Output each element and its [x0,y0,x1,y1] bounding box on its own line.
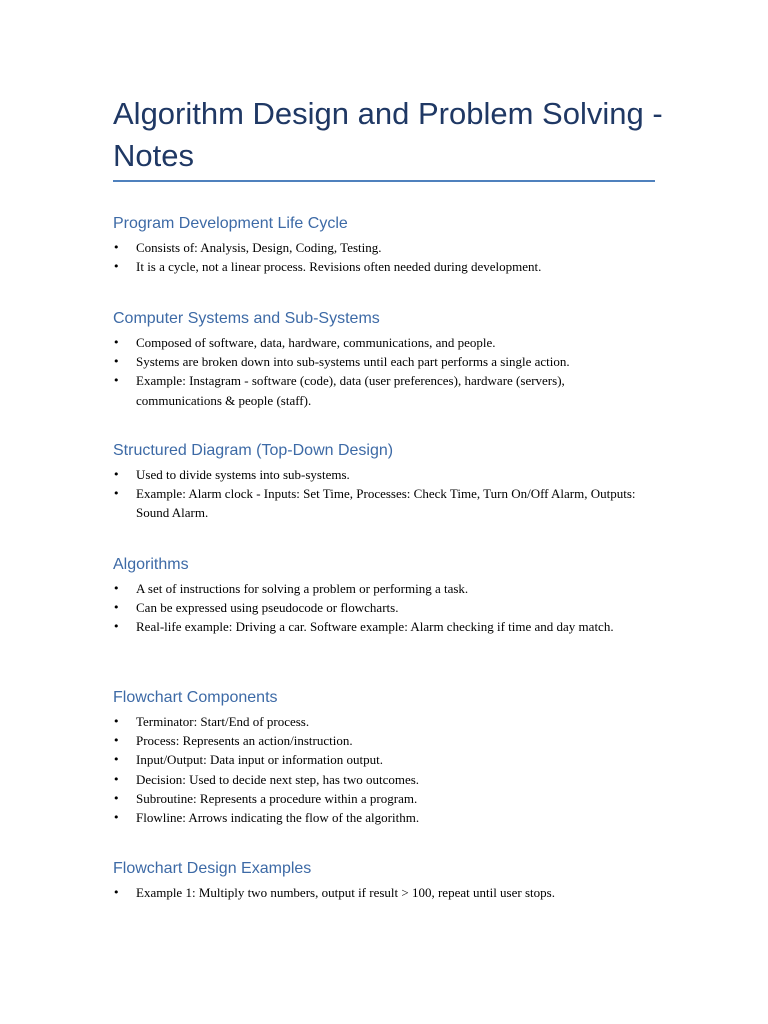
bullet-list [113,579,673,637]
list-item [113,598,646,617]
bullet-icon: • [113,582,120,595]
section-program-development-life-cycle [113,214,673,276]
list-item [113,238,646,257]
section-heading: Algorithms [113,556,189,573]
bullet-icon: • [113,734,120,748]
list-item [113,465,646,484]
list-item-text: Real-life example: Driving a car. Software example: Alarm checking if time and day match. [136,619,614,635]
bullet-icon: • [113,241,120,254]
section-heading: Computer Systems and Sub-Systems [113,310,380,327]
list-item [113,257,646,276]
list-item-text: Flowline: Arrows indicating the flow of the algorithm. [136,810,420,826]
list-item [113,371,646,409]
bullet-icon: • [113,487,120,501]
bullet-icon: • [113,886,120,899]
list-item [113,883,646,902]
bullet-icon: • [113,772,120,786]
bullet-icon: • [113,260,120,274]
list-item [113,712,646,731]
list-item-text: Example: Instagram - software (code), data (user preferences), hardware (servers), communications & people (staff). [136,373,565,408]
bullet-icon: • [113,374,120,388]
list-item-text: Subroutine: Represents a procedure within a program. [136,790,418,806]
document-title: Algorithm Design and Problem Solving - Notes [113,96,663,173]
section-algorithms [113,555,673,637]
bullet-list [113,712,673,827]
section-computer-systems [113,309,673,410]
list-item-text: Consists of: Analysis, Design, Coding, Testing. [136,240,382,255]
list-item-text: Can be expressed using pseudocode or flowcharts. [136,600,399,616]
list-item-text: Decision: Used to decide next step, has two outcomes. [136,771,420,787]
list-item [113,789,646,808]
list-item [113,808,646,827]
section-heading: Structured Diagram (Top-Down Design) [113,442,394,459]
bullet-icon: • [113,753,120,767]
list-item-text: Example 1: Multiply two numbers, output if result > 100, repeat until user stops. [136,885,555,900]
bullet-icon: • [113,715,120,728]
list-item [113,617,646,636]
list-item [113,770,646,789]
bullet-list [113,333,673,410]
list-item-text: Example: Alarm clock - Inputs: Set Time, Processes: Check Time, Turn On/Off Alarm, Outputs: Sound Alarm. [136,486,636,521]
bullet-list [113,238,673,276]
list-item-text: A set of instructions for solving a problem or performing a task. [136,581,469,596]
list-item-text: Terminator: Start/End of process. [136,714,310,729]
section-heading: Flowchart Components [113,689,278,706]
list-item-text: It is a cycle, not a linear process. Revisions often needed during development. [136,259,542,275]
list-item [113,333,646,352]
title-underline [113,180,655,182]
section-structured-diagram [113,441,673,523]
bullet-icon: • [113,620,120,634]
section-flowchart-design-examples [113,859,673,902]
bullet-icon: • [113,355,120,369]
list-item-text: Systems are broken down into sub-systems until each part performs a single action. [136,354,570,370]
bullet-icon: • [113,336,120,349]
section-flowchart-components [113,688,673,827]
list-item-text: Input/Output: Data input or information output. [136,752,383,768]
list-item [113,352,646,371]
bullet-icon: • [113,811,120,825]
bullet-icon: • [113,468,120,481]
list-item-text: Process: Represents an action/instruction. [136,733,353,749]
bullet-list [113,883,673,902]
bullet-list [113,465,673,523]
section-heading: Program Development Life Cycle [113,215,348,232]
section-heading: Flowchart Design Examples [113,860,312,877]
list-item [113,579,646,598]
list-item-text: Used to divide systems into sub-systems. [136,467,350,482]
list-item [113,750,646,769]
list-item [113,731,646,750]
bullet-icon: • [113,601,120,615]
list-item-text: Composed of software, data, hardware, communications, and people. [136,335,496,350]
bullet-icon: • [113,791,120,805]
list-item [113,484,646,522]
